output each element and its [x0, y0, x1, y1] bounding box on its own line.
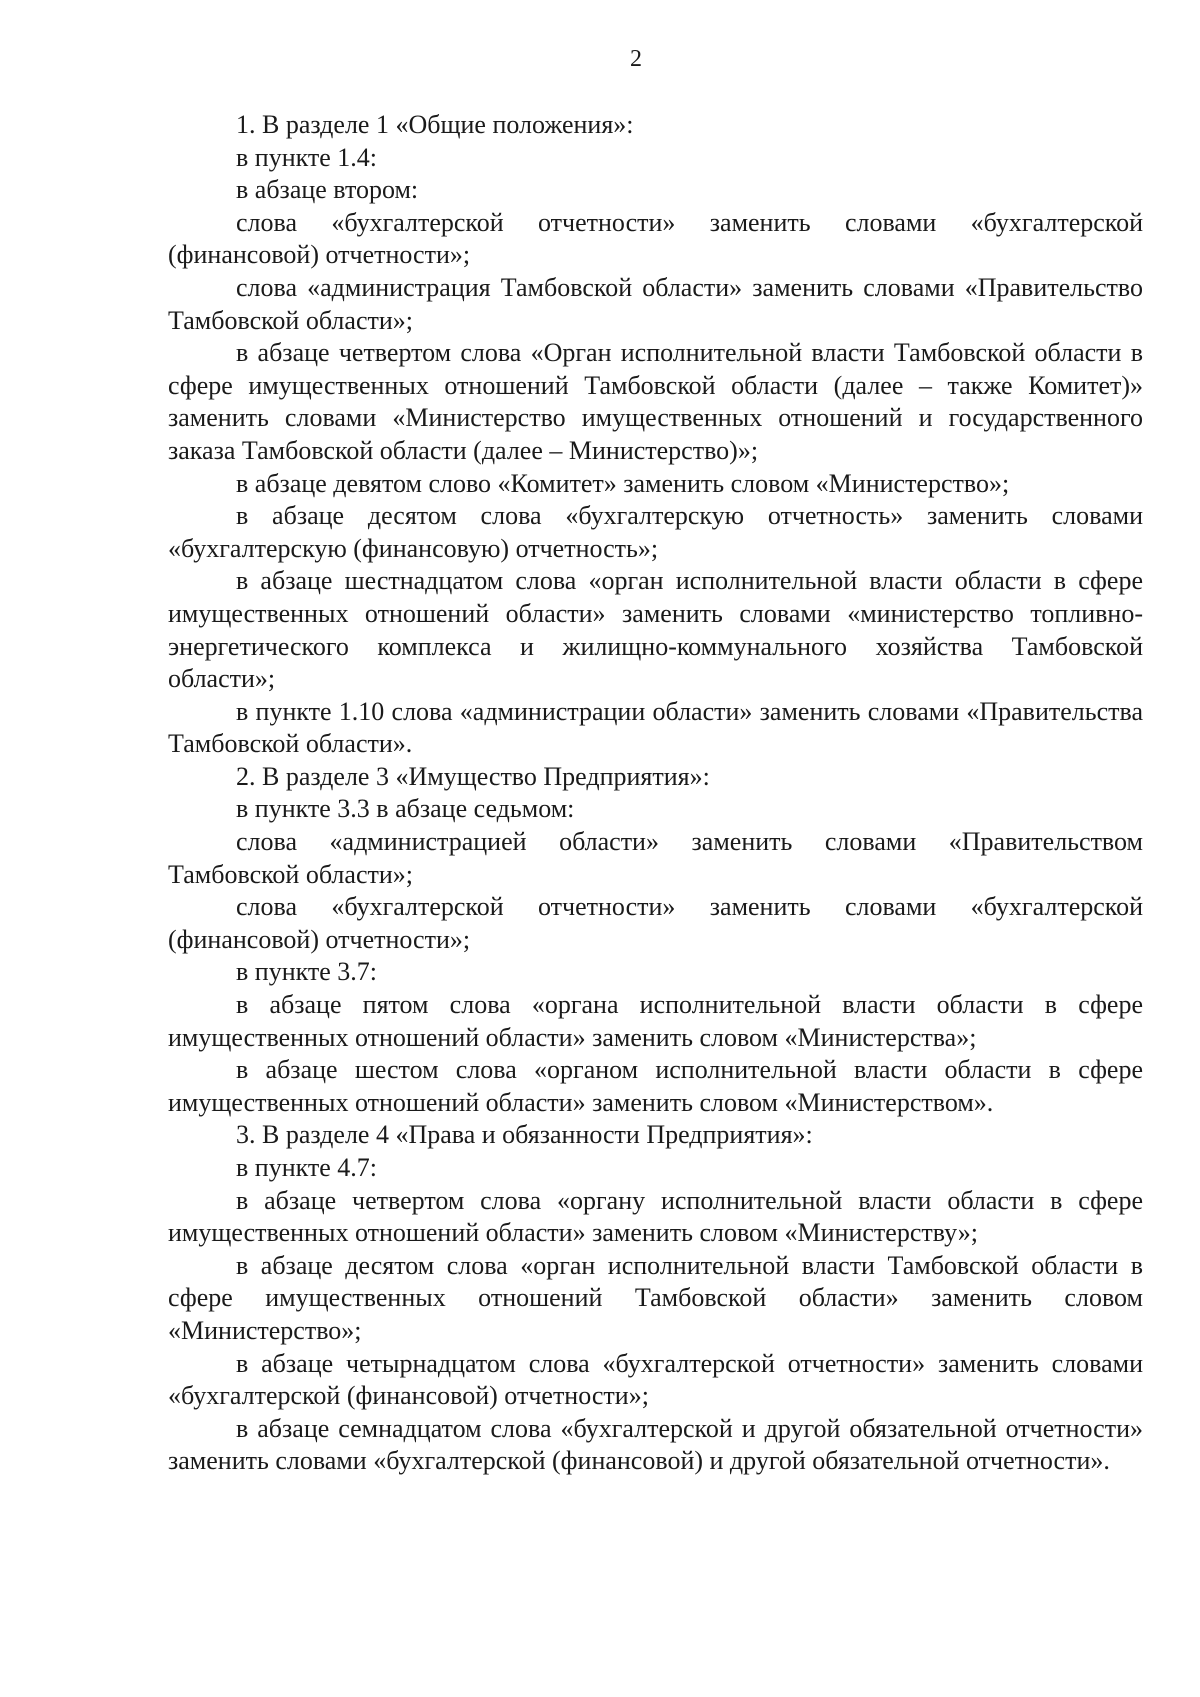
- paragraph: слова «администрацией области» заменить словами «Правительством Тамбовской области»;: [168, 827, 1143, 889]
- document-body: [168, 109, 1143, 1478]
- paragraph: в пункте 3.7:: [236, 957, 378, 987]
- paragraph: в абзаце шестом слова «органом исполнительной власти области в сфере имущественных отношений области» заменить словом «Министерством».: [168, 1055, 1143, 1117]
- section-3-heading: 3. В разделе 4 «Права и обязанности Предприятия»:: [236, 1120, 813, 1150]
- page-number: 2: [630, 46, 642, 72]
- paragraph: в абзаце четырнадцатом слова «бухгалтерской отчетности» заменить словами «бухгалтерской (финансовой) отчетности»;: [168, 1348, 1143, 1411]
- paragraph: в абзаце втором:: [236, 175, 419, 205]
- paragraph: в абзаце четвертом слова «Орган исполнительной власти Тамбовской области в сфере имущественных отношений Тамбовской области (далее – также Комитет)» заменить словами «Министерство имущественных отношений и государственного заказа Тамбовской области (далее – Министерство)»;: [168, 338, 1143, 465]
- paragraph: в пункте 1.4:: [236, 142, 378, 172]
- paragraph: слова «администрация Тамбовской области» заменить словами «Правительство Тамбовской области»;: [168, 272, 1143, 335]
- paragraph: слова «бухгалтерской отчетности» заменить словами «бухгалтерской (финансовой) отчетности»;: [168, 892, 1143, 954]
- paragraph: в абзаце девятом слово «Комитет» заменить словом «Министерство»;: [236, 468, 1010, 498]
- paragraph: в абзаце шестнадцатом слова «орган исполнительной власти области в сфере имущественных отношений области» заменить словами «министерство топливно-энергетического комплекса и жилищно-коммунального хозяйства Тамбовской области»;: [168, 566, 1143, 694]
- section-1-heading: 1. В разделе 1 «Общие положения»:: [236, 110, 634, 139]
- paragraph: в абзаце десятом слова «бухгалтерскую отчетность» заменить словами «бухгалтерскую (финансовую) отчетность»;: [168, 501, 1143, 563]
- paragraph: в пункте 1.10 слова «администрации области» заменить словами «Правительства Тамбовской области».: [168, 696, 1143, 759]
- paragraph: в абзаце пятом слова «органа исполнительной власти области в сфере имущественных отношений области» заменить словом «Министерства»;: [168, 990, 1143, 1052]
- paragraph: слова «бухгалтерской отчетности» заменить словами «бухгалтерской (финансовой) отчетности»;: [168, 207, 1143, 270]
- paragraph: в абзаце десятом слова «орган исполнительной власти Тамбовской области в сфере имущественных отношений Тамбовской области» заменить словом «Министерство»;: [168, 1250, 1143, 1345]
- paragraph: в абзаце семнадцатом слова «бухгалтерской и другой обязательной отчетности» заменить словами «бухгалтерской (финансовой) и другой обязательной отчетности».: [168, 1413, 1143, 1476]
- paragraph: в пункте 4.7:: [236, 1153, 378, 1182]
- paragraph: в пункте 3.3 в абзаце седьмом:: [236, 794, 575, 824]
- paragraph: в абзаце четвертом слова «органу исполнительной власти области в сфере имущественных отношений области» заменить словом «Министерству»;: [168, 1185, 1143, 1248]
- section-2-heading: 2. В разделе 3 «Имущество Предприятия»:: [236, 761, 710, 791]
